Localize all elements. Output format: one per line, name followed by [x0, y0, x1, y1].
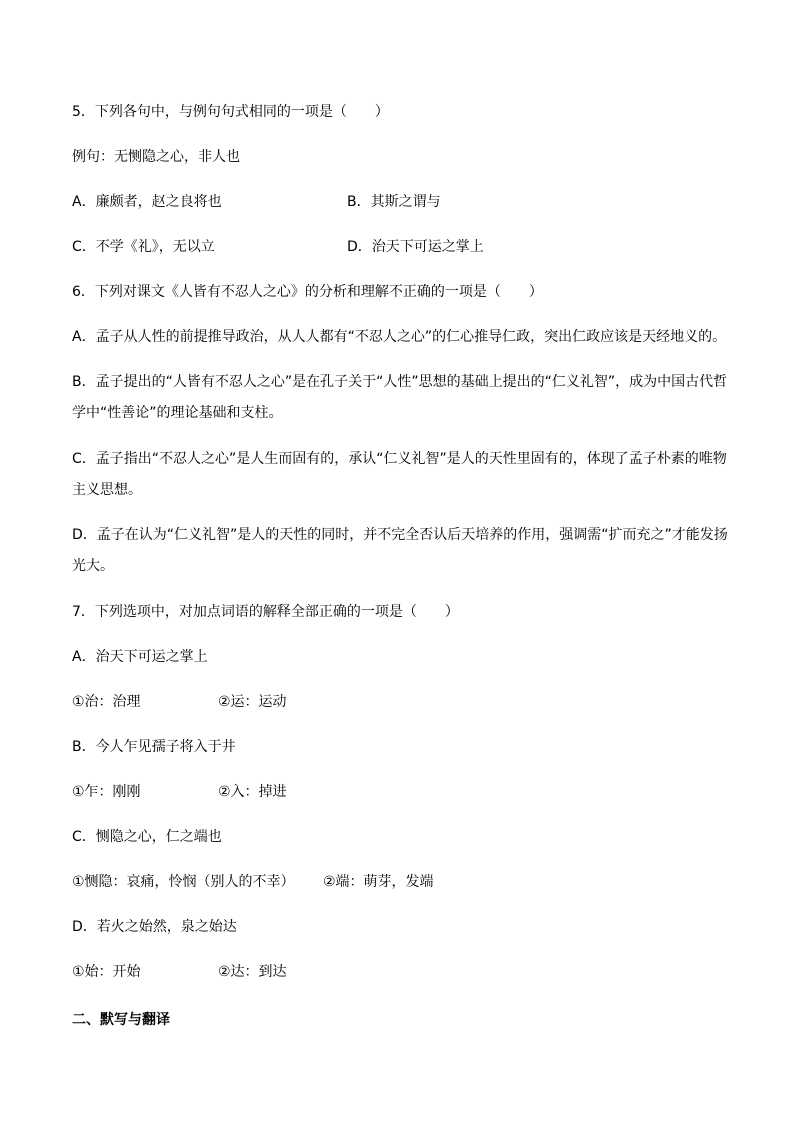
question-6-stem: 6．下列对课文《人皆有不忍人之心》的分析和理解不正确的一项是（ ） — [72, 284, 543, 300]
question-5-option-a: A．廉颇者，赵之良将也 — [72, 194, 222, 210]
question-7-option-a-gloss-1: ①治：治理 — [72, 694, 141, 710]
question-7-option-d-gloss-1: ①始：开始 — [72, 964, 141, 980]
question-5-example: 例句：无恻隐之心，非人也 — [72, 149, 240, 165]
question-7-option-a-gloss-2: ②运：运动 — [218, 694, 287, 710]
question-6-option-d: D．孟子在认为“仁义礼智”是人的天性的同时，并不完全否认后天培养的作用，强调需“扩而充之”才能发扬光大。 — [72, 527, 728, 574]
question-5-stem: 5．下列各句中，与例句句式相同的一项是（ ） — [72, 104, 389, 120]
question-5-option-c: C．不学《礼》，无以立 — [72, 239, 215, 255]
question-7-option-c-sentence: C．恻隐之心，仁之端也 — [72, 829, 222, 845]
question-6-option-a: A．孟子从人性的前提推导政治，从人人都有“不忍人之心”的仁心推导仁政，突出仁政应该是天经地义的。 — [72, 329, 727, 345]
question-7-option-d-sentence: D．若火之始然，泉之始达 — [72, 919, 237, 935]
question-7-option-b-gloss-1: ①乍：刚刚 — [72, 784, 141, 800]
question-6-option-c: C．孟子指出“不忍人之心”是人生而固有的，承认“仁义礼智”是人的天性里固有的，体现了孟子朴素的唯物主义思想。 — [72, 451, 727, 498]
question-7-stem: 7．下列选项中，对加点词语的解释全部正确的一项是（ ） — [72, 604, 459, 620]
question-5-option-d: D．治天下可运之掌上 — [347, 239, 484, 255]
question-6-option-b: B．孟子提出的“人皆有不忍人之心”是在孔子关于“人性”思想的基础上提出的“仁义礼智”，成为中国古代哲学中“性善论”的理论基础和支柱。 — [72, 374, 728, 421]
question-7-option-c-gloss-2: ②端：萌芽，发端 — [323, 874, 434, 890]
question-7-option-b-gloss-2: ②入：掉进 — [218, 784, 287, 800]
question-7-option-c-gloss-1: ①恻隐：哀痛，怜悯（别人的不幸） — [72, 874, 295, 890]
question-7-option-b-sentence: B．今人乍见孺子将入于井 — [72, 739, 236, 755]
question-7-option-a-sentence: A．治天下可运之掌上 — [72, 649, 208, 665]
section-heading: 二、默写与翻译 — [72, 1012, 170, 1028]
question-7-option-d-gloss-2: ②达：到达 — [218, 964, 287, 980]
question-5-option-b: B．其斯之谓与 — [347, 194, 441, 210]
